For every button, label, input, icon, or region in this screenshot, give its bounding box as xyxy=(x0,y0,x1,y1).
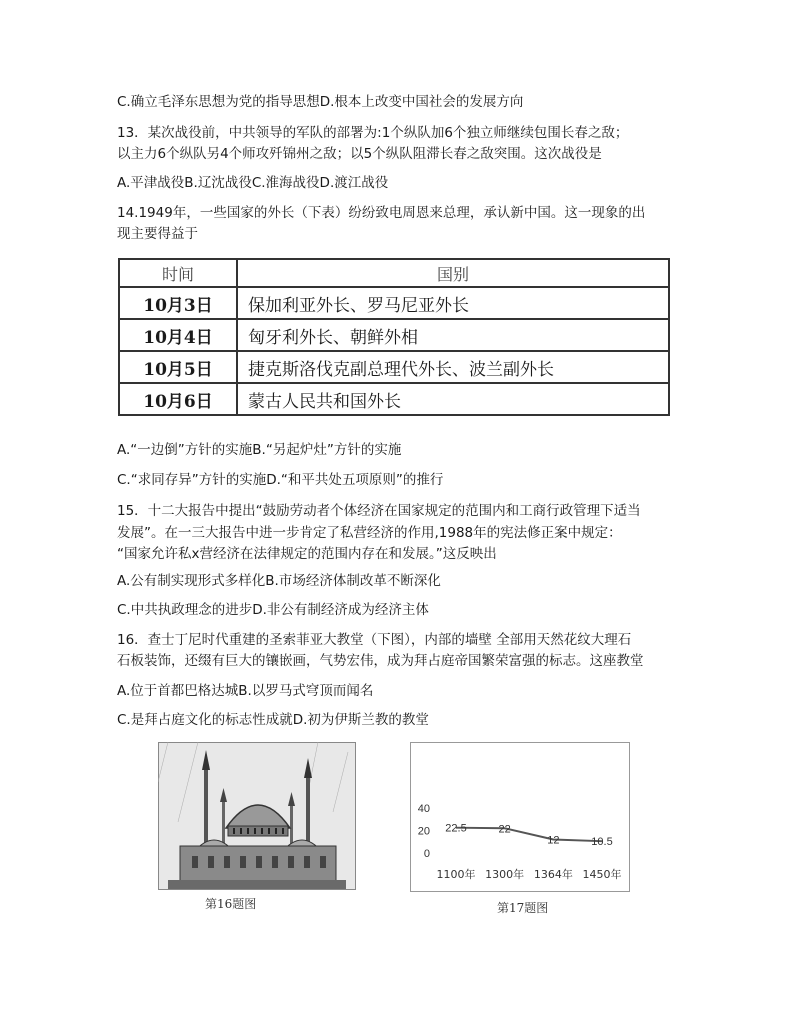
question-line: “国家允许私x营经济在法律规定的范围内存在和发展。”这反映出 xyxy=(117,546,497,562)
table-cell-country: 捷克斯洛伐克副总理代外长、波兰副外长 xyxy=(237,351,669,383)
table-cell-date: 10月4日 xyxy=(119,319,237,351)
hagia-sophia-image xyxy=(158,742,356,890)
y-tick-label: 0 xyxy=(423,848,430,860)
x-tick-label: 1450年 xyxy=(582,868,622,881)
question-line: C.是拜占庭文化的标志性成就D.初为伊斯兰教的教堂 xyxy=(117,712,429,728)
table-row xyxy=(119,383,669,415)
question-line: 13．某次战役前，中共领导的军队的部署为:1个纵队加6个独立师继续包围长春之敌； xyxy=(117,125,629,141)
question-line: 以主力6个纵队另4个师攻歼锦州之敌；以5个纵队阻滞长春之敌突围。这次战役是 xyxy=(117,146,602,162)
y-tick-label: 40 xyxy=(417,803,430,815)
table-cell-country: 蒙古人民共和国外长 xyxy=(237,383,669,415)
table-cell-date: 10月6日 xyxy=(119,383,237,415)
question-line: 发展”。在一三大报告中进一步肯定了私营经济的作用,1988年的宪法修正案中规定： xyxy=(117,525,622,541)
question-line: A.公有制实现形式多样化B.市场经济体制改革不断深化 xyxy=(117,573,441,589)
table-cell-country: 保加利亚外长、罗马尼亚外长 xyxy=(237,287,669,319)
figure-16-caption: 第16题图 xyxy=(205,897,257,911)
table-row xyxy=(119,319,669,351)
table-header-time: 时间 xyxy=(119,259,237,287)
line-chart xyxy=(410,742,630,892)
data-label: 22.5 xyxy=(445,822,467,835)
table-row xyxy=(119,287,669,319)
question-line: C.“求同存异”方针的实施D.“和平共处五项原则”的推行 xyxy=(117,472,444,488)
x-tick-label: 1300年 xyxy=(485,868,525,881)
table-cell-date: 10月3日 xyxy=(119,287,237,319)
figure-17-caption: 第17题图 xyxy=(497,901,549,915)
table-row xyxy=(119,351,669,383)
question-line: A.位于首都巴格达城B.以罗马式穹顶而闻名 xyxy=(117,683,374,699)
table-header-row xyxy=(119,259,669,287)
question-line: A.“一边倒”方针的实施B.“另起炉灶”方针的实施 xyxy=(117,442,402,458)
question-line: 14.1949年，一些国家的外长（下表）纷纷致电周恩来总理，承认新中国。这一现象的出 xyxy=(117,205,646,221)
question-line: C.中共执政理念的进步D.非公有制经济成为经济主体 xyxy=(117,602,429,618)
question-line: 石板装饰，还缀有巨大的镶嵌画，气势宏伟，成为拜占庭帝国繁荣富强的标志。这座教堂 xyxy=(117,653,644,669)
question-line: A.平津战役B.辽沈战役C.淮海战役D.渡江战役 xyxy=(117,175,389,191)
question-line: 现主要得益于 xyxy=(117,226,198,242)
question-line: C.确立毛泽东思想为党的指导思想D.根本上改变中国社会的发展方向 xyxy=(117,94,524,110)
table-cell-country: 匈牙利外长、朝鲜外相 xyxy=(237,319,669,351)
table-cell-date: 10月5日 xyxy=(119,351,237,383)
y-tick-label: 20 xyxy=(417,825,430,838)
x-tick-label: 1364年 xyxy=(533,868,573,881)
data-label: 12 xyxy=(547,834,560,847)
x-tick-label: 1100年 xyxy=(436,868,476,881)
foreign-ministers-table xyxy=(118,258,670,416)
table-header-country: 国别 xyxy=(237,259,669,287)
question-line: 16．查士丁尼时代重建的圣索菲亚大教堂（下图），内部的墙壁 全部用天然花纹大理石 xyxy=(117,632,632,648)
data-label: 22 xyxy=(498,823,511,836)
data-label: 10.5 xyxy=(591,836,613,849)
question-line: 15．十二大报告中提出“鼓励劳动者个体经济在国家规定的范围内和工商行政管理下适当 xyxy=(117,503,641,519)
